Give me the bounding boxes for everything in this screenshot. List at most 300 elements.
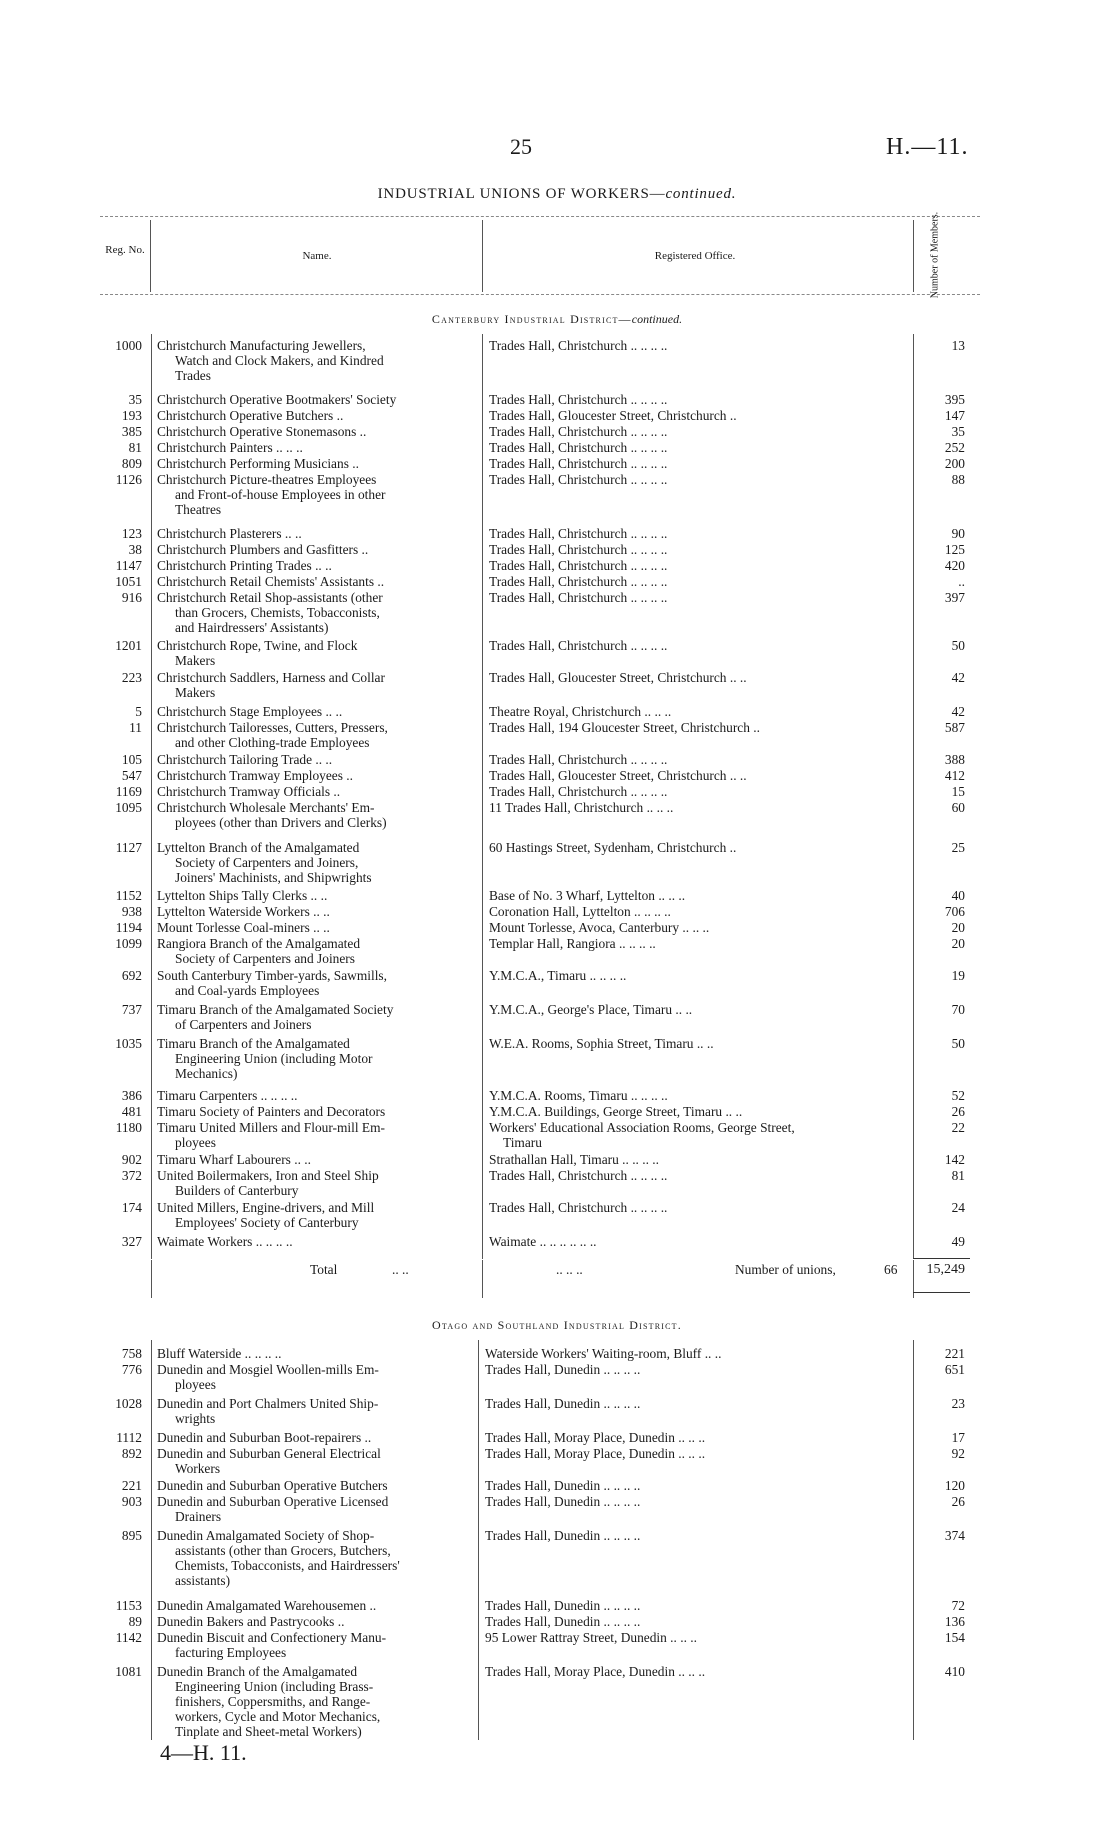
union-name — [157, 408, 472, 423]
union-name-line: Christchurch Rope, Twine, and Flock — [157, 638, 358, 653]
registered-office — [489, 456, 899, 471]
registered-office-line: Mount Torlesse, Avoca, Canterbury .. .. .. — [489, 920, 710, 935]
union-name-line: Dunedin Amalgamated Society of Shop- — [157, 1528, 375, 1543]
reg-number: 895 — [121, 1528, 142, 1543]
registered-office — [485, 1430, 895, 1445]
union-name-line: of Carpenters and Joiners — [175, 1017, 312, 1032]
registered-office-line: Trades Hall, Christchurch .. .. .. .. — [489, 1168, 668, 1183]
registered-office — [485, 1446, 895, 1461]
union-name — [157, 752, 472, 767]
reg-number: 81 — [128, 440, 142, 455]
union-name — [157, 784, 472, 799]
registered-office-line: Trades Hall, Christchurch .. .. .. .. — [489, 392, 668, 407]
total-unions-label: Number of unions, — [735, 1262, 836, 1277]
registered-office — [485, 1528, 895, 1543]
union-name — [157, 1234, 472, 1249]
registered-office — [489, 920, 899, 935]
registered-office-line: Y.M.C.A. Rooms, Timaru .. .. .. .. — [489, 1088, 668, 1103]
union-name — [157, 558, 472, 573]
union-name-line: workers, Cycle and Motor Mechanics, — [175, 1709, 381, 1724]
reg-number: 1127 — [115, 840, 142, 855]
registered-office — [485, 1362, 895, 1377]
reg-number: 327 — [121, 1234, 142, 1249]
union-name-line: Dunedin and Suburban General Electrical — [157, 1446, 381, 1461]
union-name-line: assistants) — [175, 1573, 231, 1588]
reg-number: 89 — [128, 1614, 142, 1629]
union-name-line: Timaru Carpenters .. .. .. .. — [157, 1088, 298, 1103]
otago-rule-name — [151, 1340, 152, 1740]
reg-number: 1028 — [115, 1396, 142, 1411]
reg-number: 547 — [121, 768, 142, 783]
section-title-canterbury: Canterbury Industrial District—continued. — [431, 312, 683, 326]
union-name — [157, 720, 472, 750]
registered-office — [489, 558, 899, 573]
registered-office — [489, 670, 899, 685]
registered-office — [489, 888, 899, 903]
member-count: 70 — [951, 1002, 965, 1017]
registered-office — [485, 1598, 895, 1613]
registered-office — [485, 1630, 895, 1645]
reg-number: 692 — [121, 968, 142, 983]
union-name — [157, 1168, 472, 1198]
reg-number: 1126 — [115, 472, 142, 487]
reg-number: 1180 — [115, 1120, 142, 1135]
registered-office — [489, 720, 899, 735]
page-title — [0, 186, 1114, 203]
reg-number: 1194 — [115, 920, 142, 935]
reg-number: 1153 — [115, 1598, 142, 1613]
registered-office-line: Trades Hall, Gloucester Street, Christchurch .. .. — [489, 768, 747, 783]
registered-office — [489, 704, 899, 719]
union-name-line: ployees (other than Drivers and Clerks) — [175, 815, 387, 830]
union-name-line: Christchurch Tailoresses, Cutters, Pressers, — [157, 720, 388, 735]
union-name-line: Workers — [175, 1461, 221, 1476]
registered-office — [485, 1478, 895, 1493]
member-count: 26 — [951, 1104, 965, 1119]
member-count: 22 — [951, 1120, 965, 1135]
otago-rule-office — [478, 1340, 479, 1740]
registered-office — [489, 1152, 899, 1167]
registered-office-line: Theatre Royal, Christchurch .. .. .. — [489, 704, 672, 719]
union-name — [157, 1362, 472, 1392]
union-name-line: Joiners' Machinists, and Shipwrights — [175, 870, 372, 885]
union-name — [157, 1598, 472, 1613]
total-dots: .. .. — [392, 1262, 409, 1277]
union-name-line: Waimate Workers .. .. .. .. — [157, 1234, 293, 1249]
union-name — [157, 968, 472, 998]
reg-number: 1000 — [115, 338, 142, 353]
total-unions-count: 66 — [884, 1262, 898, 1277]
member-count: 252 — [944, 440, 965, 455]
registered-office-line: Trades Hall, Christchurch .. .. .. .. — [489, 456, 668, 471]
total-bottom-rule — [913, 1292, 970, 1293]
registered-office-line: Trades Hall, Gloucester Street, Christchurch .. .. — [489, 670, 747, 685]
header-reg-no: Reg. No. — [105, 244, 145, 256]
reg-number: 221 — [121, 1478, 142, 1493]
member-count: 92 — [951, 1446, 965, 1461]
registered-office — [489, 590, 899, 605]
union-name — [157, 904, 472, 919]
registered-office — [489, 840, 899, 855]
reg-number: 5 — [135, 704, 142, 719]
union-name-line: Christchurch Tramway Officials .. — [157, 784, 341, 799]
member-count: 23 — [951, 1396, 965, 1411]
member-count: 147 — [944, 408, 965, 423]
registered-office — [489, 638, 899, 653]
column-rule-name — [151, 334, 152, 1259]
registered-office-line: Workers' Educational Association Rooms, George Street, — [489, 1120, 795, 1135]
member-count: 49 — [951, 1234, 965, 1249]
union-name-line: ployees — [175, 1135, 216, 1150]
union-name-line: Theatres — [175, 502, 222, 517]
reg-number: 1099 — [115, 936, 142, 951]
reg-number: 223 — [121, 670, 142, 685]
union-name-line: Christchurch Plasterers .. .. — [157, 526, 302, 541]
registered-office-line: Trades Hall, 194 Gloucester Street, Christchurch .. — [489, 720, 760, 735]
reg-number: 1142 — [115, 1630, 142, 1645]
registered-office-line: Coronation Hall, Lyttelton .. .. .. .. — [489, 904, 671, 919]
union-name-line: Christchurch Operative Butchers .. — [157, 408, 344, 423]
union-name-line: Christchurch Painters .. .. .. — [157, 440, 303, 455]
total-office-dots: .. .. .. — [556, 1262, 583, 1277]
registered-office-line: Trades Hall, Christchurch .. .. .. .. — [489, 574, 668, 589]
member-count: 388 — [944, 752, 965, 767]
member-count: 17 — [951, 1430, 965, 1445]
registered-office-line: Trades Hall, Christchurch .. .. .. .. — [489, 558, 668, 573]
registered-office — [489, 392, 899, 407]
registered-office — [485, 1396, 895, 1411]
union-name-line: Christchurch Operative Bootmakers' Society — [157, 392, 397, 407]
registered-office-line: 60 Hastings Street, Sydenham, Christchurch .. — [489, 840, 737, 855]
member-count: 142 — [944, 1152, 965, 1167]
registered-office — [489, 800, 899, 815]
union-name-line: Society of Carpenters and Joiners — [175, 951, 355, 966]
union-name-line: Engineering Union (including Brass- — [175, 1679, 374, 1694]
registered-office-line: Base of No. 3 Wharf, Lyttelton .. .. .. — [489, 888, 686, 903]
union-name — [157, 472, 472, 517]
registered-office — [489, 768, 899, 783]
registered-office-line: Trades Hall, Dunedin .. .. .. .. — [485, 1598, 641, 1613]
union-name — [157, 1494, 472, 1524]
member-count: 52 — [951, 1088, 965, 1103]
union-name-line: Makers — [175, 685, 216, 700]
reg-number: 1095 — [115, 800, 142, 815]
union-name-line: Christchurch Tailoring Trade .. .. — [157, 752, 333, 767]
union-name-line: Dunedin and Port Chalmers United Ship- — [157, 1396, 379, 1411]
union-name — [157, 1630, 472, 1660]
registered-office-line: W.E.A. Rooms, Sophia Street, Timaru .. .. — [489, 1036, 714, 1051]
union-name — [157, 424, 472, 439]
registered-office — [485, 1664, 895, 1679]
reg-number: 481 — [121, 1104, 142, 1119]
reg-number: 916 — [121, 590, 142, 605]
header-registered-office: Registered Office. — [654, 250, 736, 262]
union-name-line: Dunedin and Suburban Operative Butchers — [157, 1478, 388, 1493]
registered-office — [489, 1120, 899, 1150]
union-name-line: Timaru United Millers and Flour-mill Em- — [157, 1120, 385, 1135]
union-name — [157, 670, 472, 700]
header-number-of-members: Number of Members. — [929, 211, 941, 299]
member-count: 40 — [951, 888, 965, 903]
registered-office-line: Trades Hall, Christchurch .. .. .. .. — [489, 440, 668, 455]
union-name — [157, 456, 472, 471]
header-divider-3 — [913, 220, 914, 292]
header-divider-1 — [150, 220, 151, 292]
member-count: 19 — [951, 968, 965, 983]
member-count: 120 — [944, 1478, 965, 1493]
registered-office-line: Trades Hall, Gloucester Street, Christchurch .. — [489, 408, 737, 423]
union-name-line: Christchurch Retail Chemists' Assistants .. — [157, 574, 385, 589]
registered-office — [489, 968, 899, 983]
registered-office-line: Trades Hall, Dunedin .. .. .. .. — [485, 1614, 641, 1629]
page-number: 25 — [510, 134, 532, 159]
union-name-line: Timaru Branch of the Amalgamated Society — [157, 1002, 394, 1017]
registered-office — [489, 1104, 899, 1119]
member-count: 397 — [944, 590, 965, 605]
member-count: 154 — [944, 1630, 965, 1645]
union-name-line: Bluff Waterside .. .. .. .. — [157, 1346, 282, 1361]
registered-office-line: Y.M.C.A., George's Place, Timaru .. .. — [489, 1002, 693, 1017]
registered-office-line: Y.M.C.A. Buildings, George Street, Timaru .. .. — [489, 1104, 743, 1119]
member-count: 15 — [951, 784, 965, 799]
registered-office-line: Templar Hall, Rangiora .. .. .. .. — [489, 936, 656, 951]
reg-number: 1081 — [115, 1664, 142, 1679]
union-name — [157, 1478, 472, 1493]
reg-number: 1112 — [116, 1430, 142, 1445]
union-name-line: Christchurch Plumbers and Gasfitters .. — [157, 542, 369, 557]
union-name-line: ployees — [175, 1377, 216, 1392]
total-label: Total — [310, 1262, 338, 1277]
header-divider-2 — [482, 220, 483, 292]
registered-office — [489, 1168, 899, 1183]
registered-office-line: Trades Hall, Christchurch .. .. .. .. — [489, 590, 668, 605]
member-count: 90 — [951, 526, 965, 541]
union-name-line: South Canterbury Timber-yards, Sawmills, — [157, 968, 387, 983]
member-count: 50 — [951, 1036, 965, 1051]
registered-office-line: Trades Hall, Christchurch .. .. .. .. — [489, 638, 668, 653]
registered-office — [489, 1036, 899, 1051]
total-top-rule — [913, 1258, 970, 1259]
registered-office-line: Trades Hall, Christchurch .. .. .. .. — [489, 424, 668, 439]
union-name-line: Timaru Branch of the Amalgamated — [157, 1036, 350, 1051]
member-count: 420 — [944, 558, 965, 573]
registered-office — [489, 752, 899, 767]
union-name-line: assistants (other than Grocers, Butchers, — [175, 1543, 391, 1558]
total-rule-left — [151, 1260, 152, 1298]
member-count: 81 — [951, 1168, 965, 1183]
registered-office-line: Strathallan Hall, Timaru .. .. .. .. — [489, 1152, 659, 1167]
member-count: 42 — [951, 704, 965, 719]
union-name-line: and Hairdressers' Assistants) — [175, 620, 329, 635]
member-count: 42 — [951, 670, 965, 685]
member-count: 587 — [944, 720, 965, 735]
registered-office — [489, 1234, 899, 1249]
union-name-line: Christchurch Performing Musicians .. — [157, 456, 359, 471]
union-name — [157, 1430, 472, 1445]
registered-office — [489, 424, 899, 439]
union-name — [157, 1664, 472, 1739]
registered-office-line: Y.M.C.A., Timaru .. .. .. .. — [489, 968, 627, 983]
reg-number: 809 — [121, 456, 142, 471]
union-name-line: finishers, Coppersmiths, and Range- — [175, 1694, 371, 1709]
union-name — [157, 526, 472, 541]
registered-office-line: 11 Trades Hall, Christchurch .. .. .. — [489, 800, 674, 815]
union-name — [157, 800, 472, 830]
member-count: 200 — [944, 456, 965, 471]
union-name — [157, 1396, 472, 1426]
reg-number: 903 — [121, 1494, 142, 1509]
union-name-line: Builders of Canterbury — [175, 1183, 299, 1198]
registered-office-line: Trades Hall, Christchurch .. .. .. .. — [489, 526, 668, 541]
reg-number: 123 — [121, 526, 142, 541]
union-name-line: Dunedin Biscuit and Confectionery Manu- — [157, 1630, 387, 1645]
member-count: 88 — [951, 472, 965, 487]
section-title-otago: Otago and Southland Industrial District. — [432, 1318, 682, 1332]
union-name-line: United Boilermakers, Iron and Steel Ship — [157, 1168, 379, 1183]
header-bottom-rule — [100, 294, 980, 295]
member-count: 25 — [951, 840, 965, 855]
registered-office — [489, 408, 899, 423]
union-name — [157, 1614, 472, 1629]
reg-number: 776 — [121, 1362, 142, 1377]
union-name — [157, 888, 472, 903]
reg-number: 372 — [121, 1168, 142, 1183]
member-count: 20 — [951, 920, 965, 935]
reg-number: 1201 — [115, 638, 142, 653]
registered-office — [489, 1200, 899, 1215]
union-name — [157, 440, 472, 455]
union-name-line: Makers — [175, 653, 216, 668]
union-name-line: Society of Carpenters and Joiners, — [175, 855, 359, 870]
member-count: 13 — [951, 338, 965, 353]
registered-office-line: Trades Hall, Christchurch .. .. .. .. — [489, 784, 668, 799]
registered-office-line: Trades Hall, Christchurch .. .. .. .. — [489, 1200, 668, 1215]
union-name — [157, 936, 472, 966]
reg-number: 385 — [121, 424, 142, 439]
reg-number: 737 — [121, 1002, 142, 1017]
registered-office-line: Trades Hall, Dunedin .. .. .. .. — [485, 1396, 641, 1411]
union-name — [157, 1446, 472, 1476]
registered-office-line: Trades Hall, Moray Place, Dunedin .. .. .. — [485, 1430, 706, 1445]
union-name-line: Chemists, Tobacconists, and Hairdressers' — [175, 1558, 400, 1573]
union-name — [157, 1002, 472, 1032]
union-name — [157, 392, 472, 407]
union-name-line: wrights — [175, 1411, 216, 1426]
member-count: 136 — [944, 1614, 965, 1629]
page-footer-signature: 4—H. 11. — [160, 1740, 247, 1765]
registered-office — [489, 1088, 899, 1103]
member-count: 395 — [944, 392, 965, 407]
registered-office — [485, 1346, 895, 1361]
registered-office-line: Trades Hall, Moray Place, Dunedin .. .. .. — [485, 1664, 706, 1679]
registered-office-line: Waterside Workers' Waiting-room, Bluff .. .. — [485, 1346, 722, 1361]
union-name-line: Christchurch Manufacturing Jewellers, — [157, 338, 366, 353]
reg-number: 1147 — [115, 558, 142, 573]
reg-number: 1035 — [115, 1036, 142, 1051]
member-count: 20 — [951, 936, 965, 951]
registered-office-line: Trades Hall, Dunedin .. .. .. .. — [485, 1528, 641, 1543]
reg-number: 1051 — [115, 574, 142, 589]
registered-office — [485, 1614, 895, 1629]
union-name-line: Lyttelton Branch of the Amalgamated — [157, 840, 360, 855]
union-name-line: Lyttelton Waterside Workers .. .. — [157, 904, 330, 919]
member-count: 412 — [944, 768, 965, 783]
reg-number: 938 — [121, 904, 142, 919]
union-name-line: and Front-of-house Employees in other — [175, 487, 386, 502]
union-name — [157, 542, 472, 557]
member-count: 50 — [951, 638, 965, 653]
union-name-line: facturing Employees — [175, 1645, 287, 1660]
union-name-line: Lyttelton Ships Tally Clerks .. .. — [157, 888, 328, 903]
union-name — [157, 1104, 472, 1119]
registered-office-line: Waimate .. .. .. .. .. .. — [489, 1234, 597, 1249]
union-name-line: Engineering Union (including Motor — [175, 1051, 373, 1066]
registered-office — [489, 440, 899, 455]
union-name-line: Dunedin Bakers and Pastrycooks .. — [157, 1614, 345, 1629]
member-count: 24 — [951, 1200, 965, 1215]
registered-office-line: Trades Hall, Dunedin .. .. .. .. — [485, 1478, 641, 1493]
union-name-line: Mechanics) — [175, 1066, 238, 1081]
registered-office — [489, 904, 899, 919]
reg-number: 1169 — [115, 784, 142, 799]
union-name — [157, 1152, 472, 1167]
member-count: 651 — [944, 1362, 965, 1377]
union-name-line: Timaru Society of Painters and Decorators — [157, 1104, 386, 1119]
union-name-line: and other Clothing-trade Employees — [175, 735, 370, 750]
registered-office — [485, 1494, 895, 1509]
union-name-line: Tinplate and Sheet-metal Workers) — [175, 1724, 362, 1739]
registered-office — [489, 526, 899, 541]
page-title-suffix: continued. — [665, 186, 737, 202]
registered-office-line: Trades Hall, Dunedin .. .. .. .. — [485, 1362, 641, 1377]
member-count: 72 — [951, 1598, 965, 1613]
union-name-line: Christchurch Tramway Employees .. — [157, 768, 354, 783]
registered-office — [489, 936, 899, 951]
union-name-line: Dunedin and Suburban Boot-repairers .. — [157, 1430, 372, 1445]
registered-office — [489, 542, 899, 557]
union-name-line: Drainers — [175, 1509, 222, 1524]
registered-office-line: Timaru — [503, 1135, 542, 1150]
union-name — [157, 1346, 472, 1361]
union-name-line: and Coal-yards Employees — [175, 983, 320, 998]
total-members: 15,249 — [926, 1262, 965, 1277]
reg-number: 11 — [129, 720, 142, 735]
union-name-line: Watch and Clock Makers, and Kindred — [175, 353, 384, 368]
member-count: 60 — [951, 800, 965, 815]
reg-number: 105 — [121, 752, 142, 767]
union-name-line: Christchurch Retail Shop-assistants (other — [157, 590, 383, 605]
union-name-line: Christchurch Printing Trades .. .. — [157, 558, 332, 573]
member-count: 125 — [944, 542, 965, 557]
member-count: 374 — [944, 1528, 965, 1543]
member-count: 410 — [944, 1664, 965, 1679]
registered-office — [489, 1002, 899, 1017]
union-name-line: United Millers, Engine-drivers, and Mill — [157, 1200, 375, 1215]
registered-office-line: Trades Hall, Dunedin .. .. .. .. — [485, 1494, 641, 1509]
total-rule-mid — [482, 1260, 483, 1298]
union-name-line: Christchurch Picture-theatres Employees — [157, 472, 377, 487]
header-name: Name. — [302, 250, 332, 262]
reg-number: 174 — [121, 1200, 142, 1215]
reg-number: 38 — [128, 542, 142, 557]
document-reference: H.—11. — [886, 134, 969, 160]
union-name — [157, 338, 472, 383]
member-count: 26 — [951, 1494, 965, 1509]
union-name — [157, 1036, 472, 1081]
registered-office-line: Trades Hall, Christchurch .. .. .. .. — [489, 542, 668, 557]
reg-number: 902 — [121, 1152, 142, 1167]
union-name — [157, 840, 472, 885]
